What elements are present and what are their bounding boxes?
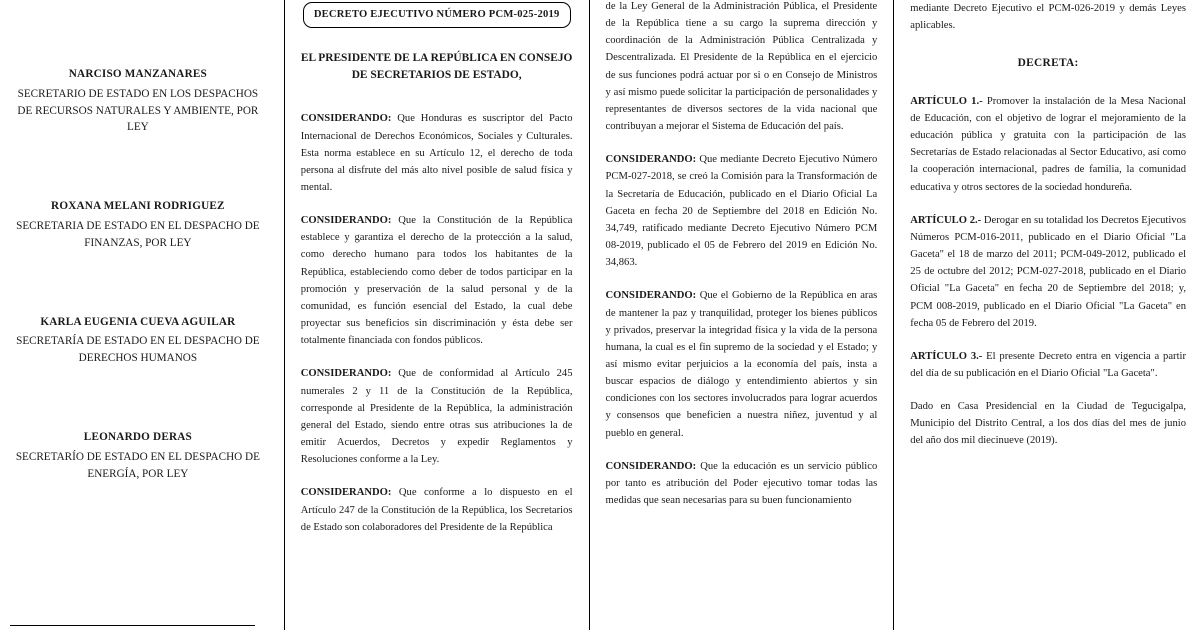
decreta-heading: DECRETA: bbox=[1017, 57, 1079, 70]
article-paragraph bbox=[910, 348, 1186, 382]
considerando-paragraph bbox=[301, 212, 573, 349]
considerando-label: CONSIDERANDO: bbox=[605, 460, 697, 472]
signatory-role: SECRETARÍO DE ESTADO EN EL DESPACHO DE ENERGÍA, POR LEY bbox=[15, 450, 260, 480]
considerando-text: Que el Gobierno de la República en aras de mantener la paz y tranquilidad, proteger los bienes públicos y privados, preservar la integridad física y la vida de la persona humana, la cual es el fin supremo de la sociedad y el Estado; y así mismo evitar perjuicios a la economía del país, insta a buscar espacios de diálogo y entendimiento abiertos y sin condiciones con los sectores involucrados para lograr acuerdos y consensos que beneficien a nuestra niñez, juventud y al pueblo en general. bbox=[605, 290, 878, 439]
signatory-role: SECRETARIO DE ESTADO EN LOS DESPACHOS DE RECURSOS NATURALES Y AMBIENTE, POR LEY bbox=[17, 87, 259, 134]
articles-column bbox=[894, 0, 1200, 630]
considerando-label: CONSIDERANDO: bbox=[605, 154, 697, 166]
considerando-text: Que la Constitución de la República establece y garantiza el derecho de la protección a la salud, como derecho humano para todos los habitantes de la República, estableciendo como deber de todos participar en la promoción y preservación de la salud personal y de la comunidad, es función esencial del Estado, la cual debe proyectar sus beneficios sin discriminación y ésta debe ser totalmente financiada con fondos públicos. bbox=[300, 215, 573, 347]
signatory-name: NARCISO MANZANARES bbox=[68, 68, 207, 80]
article-text: Promover la instalación de la Mesa Nacional de Educación, con el objetivo de lograr el mejoramiento de la educación pública y gratuita con la participación de las Secretarías de Estado relacionadas al Sector Educativo, así como la cooperación internacional, padres de familia, la comunidad educativa y otros sectores de la sociedad hondureña. bbox=[910, 95, 1187, 193]
considerando-paragraph bbox=[606, 151, 878, 271]
considerando-label: CONSIDERANDO: bbox=[300, 215, 392, 227]
decree-column bbox=[285, 0, 589, 630]
considerando-label: CONSIDERANDO: bbox=[300, 368, 392, 380]
left-column-top-gap bbox=[10, 0, 266, 8]
considerando-label: CONSIDERANDO: bbox=[605, 290, 697, 302]
decree-heading-line-2: DE SECRETARIOS DE ESTADO, bbox=[351, 69, 522, 82]
article-label: ARTÍCULO 2.- bbox=[910, 214, 982, 226]
article-text: El presente Decreto entra en vigencia a partir del día de su publicación en el Diario Oficial "La Gaceta". bbox=[910, 350, 1186, 379]
signatory-block bbox=[10, 429, 266, 482]
considerando-text: Que la educación es un servicio público por tanto es atribución del Poder ejecutivo tomar todas las medidas que sean necesarias para su buen funcionamiento bbox=[605, 460, 878, 507]
considerando-paragraph bbox=[301, 365, 573, 468]
decree-heading-line-1: EL PRESIDENTE DE LA REPÚBLICA EN CONSEJO bbox=[300, 52, 573, 65]
considerando-paragraph bbox=[301, 484, 573, 535]
closing-paragraph bbox=[910, 398, 1186, 449]
signatory-name: KARLA EUGENIA CUEVA AGUILAR bbox=[40, 315, 236, 328]
considerando-label: CONSIDERANDO: bbox=[300, 487, 392, 499]
column-bottom-rule bbox=[10, 625, 255, 626]
article-label: ARTÍCULO 3.- bbox=[910, 350, 983, 362]
signatory-name: ROXANA MELANI RODRIGUEZ bbox=[51, 200, 225, 213]
article-paragraph bbox=[910, 212, 1186, 332]
signatory-name: LEONARDO DERAS bbox=[83, 430, 192, 443]
considerando-paragraph bbox=[606, 458, 878, 509]
considerando-label: CONSIDERANDO: bbox=[300, 113, 392, 125]
considerando-text: Que de conformidad al Artículo 245 numerales 2 y 11 de la Constitución de la República, corresponde al Presidente de la República, la administración general del Estado, siendo entre otras sus atribuciones la de emitir Acuerdos, Decretos y expedir Reglamentos y Resoluciones conforme a la Ley. bbox=[300, 368, 573, 466]
closing-text: Dado en Casa Presidencial en la Ciudad de Tegucigalpa, Municipio del Distrito Central, a los dos días del mes de junio del año dos mil diecinueve (2019). bbox=[910, 401, 1187, 447]
considerando-text: Que conforme a lo dispuesto en el Artículo 247 de la Constitución de la República, los Secretarios de Estado son colaboradores del Presidente de la República bbox=[300, 487, 573, 533]
considerando-paragraph bbox=[301, 110, 573, 196]
signatories-column bbox=[0, 0, 284, 630]
considerando-text: Que Honduras es suscriptor del Pacto Internacional de Derechos Económicos, Sociales y Culturales. Esta norma establece en su Artículo 12, el derecho de toda persona al disfrute del más alto nivel posible de salud física y mental. bbox=[300, 113, 573, 193]
article-text: Derogar en su totalidad los Decretos Ejecutivos Números PCM-016-2011, publicado en el Diario Oficial "La Gaceta" el 18 de marzo del 2011; PCM-049-2012, publicado el 25 de octubre del 2012; PCM-027-2018, publicado en el Diario Oficial "La Gaceta" en fecha 20 de Septiembre del 2018; y, PCM 008-2019, publicado en el Diario Oficial "La Gaceta" en fecha 05 de Febrero del 2019. bbox=[910, 214, 1187, 329]
considerando-text: Que mediante Decreto Ejecutivo Número PCM-027-2018, se creó la Comisión para la Transformación de la Secretaría de Educación, publicado en el Diario Oficial La Gaceta en fecha 20 de Septiembre del 2018 en Edición No. 34,749, ratificado mediante Decreto Ejecutivo Número PCM 08-2019, publicado el 05 de Febrero del 2019 en Edición No. 34,863. bbox=[605, 154, 878, 269]
signatory-block bbox=[10, 198, 266, 251]
decree-heading bbox=[301, 50, 573, 84]
article-label: ARTÍCULO 1.- bbox=[910, 95, 983, 107]
signatory-block bbox=[10, 314, 266, 367]
signatory-role: SECRETARÍA DE ESTADO EN EL DESPACHO DE DERECHOS HUMANOS bbox=[16, 335, 260, 365]
signatory-role: SECRETARIA DE ESTADO EN EL DESPACHO DE FINANZAS, POR LEY bbox=[16, 219, 260, 249]
continuation-text: de la Ley General de la Administración Pública, el Presidente de la República tiene a su cargo la suprema dirección y coordinación de la Administración Pública Centralizada y Descentralizada. El Presidente de la República en el ejercicio de sus funciones podrá actuar por si o en Consejo de Ministros y así mismo puede solicitar la participación de personalidades y representantes de diversos sectores de la vida nacional que contribuyan a mejorar el Sistema de Educación del país. bbox=[605, 1, 878, 133]
decree-number-box: DECRETO EJECUTIVO NÚMERO PCM-025-2019 bbox=[303, 2, 571, 28]
article-paragraph bbox=[910, 93, 1186, 196]
considerandos-column bbox=[590, 0, 894, 630]
signatory-block bbox=[10, 66, 266, 136]
top-continuation-paragraph: mediante Decreto Ejecutivo el PCM-026-2019 y demás Leyes aplicables. bbox=[910, 3, 1187, 32]
considerando-paragraph bbox=[606, 287, 878, 441]
continuation-paragraph bbox=[606, 0, 878, 135]
